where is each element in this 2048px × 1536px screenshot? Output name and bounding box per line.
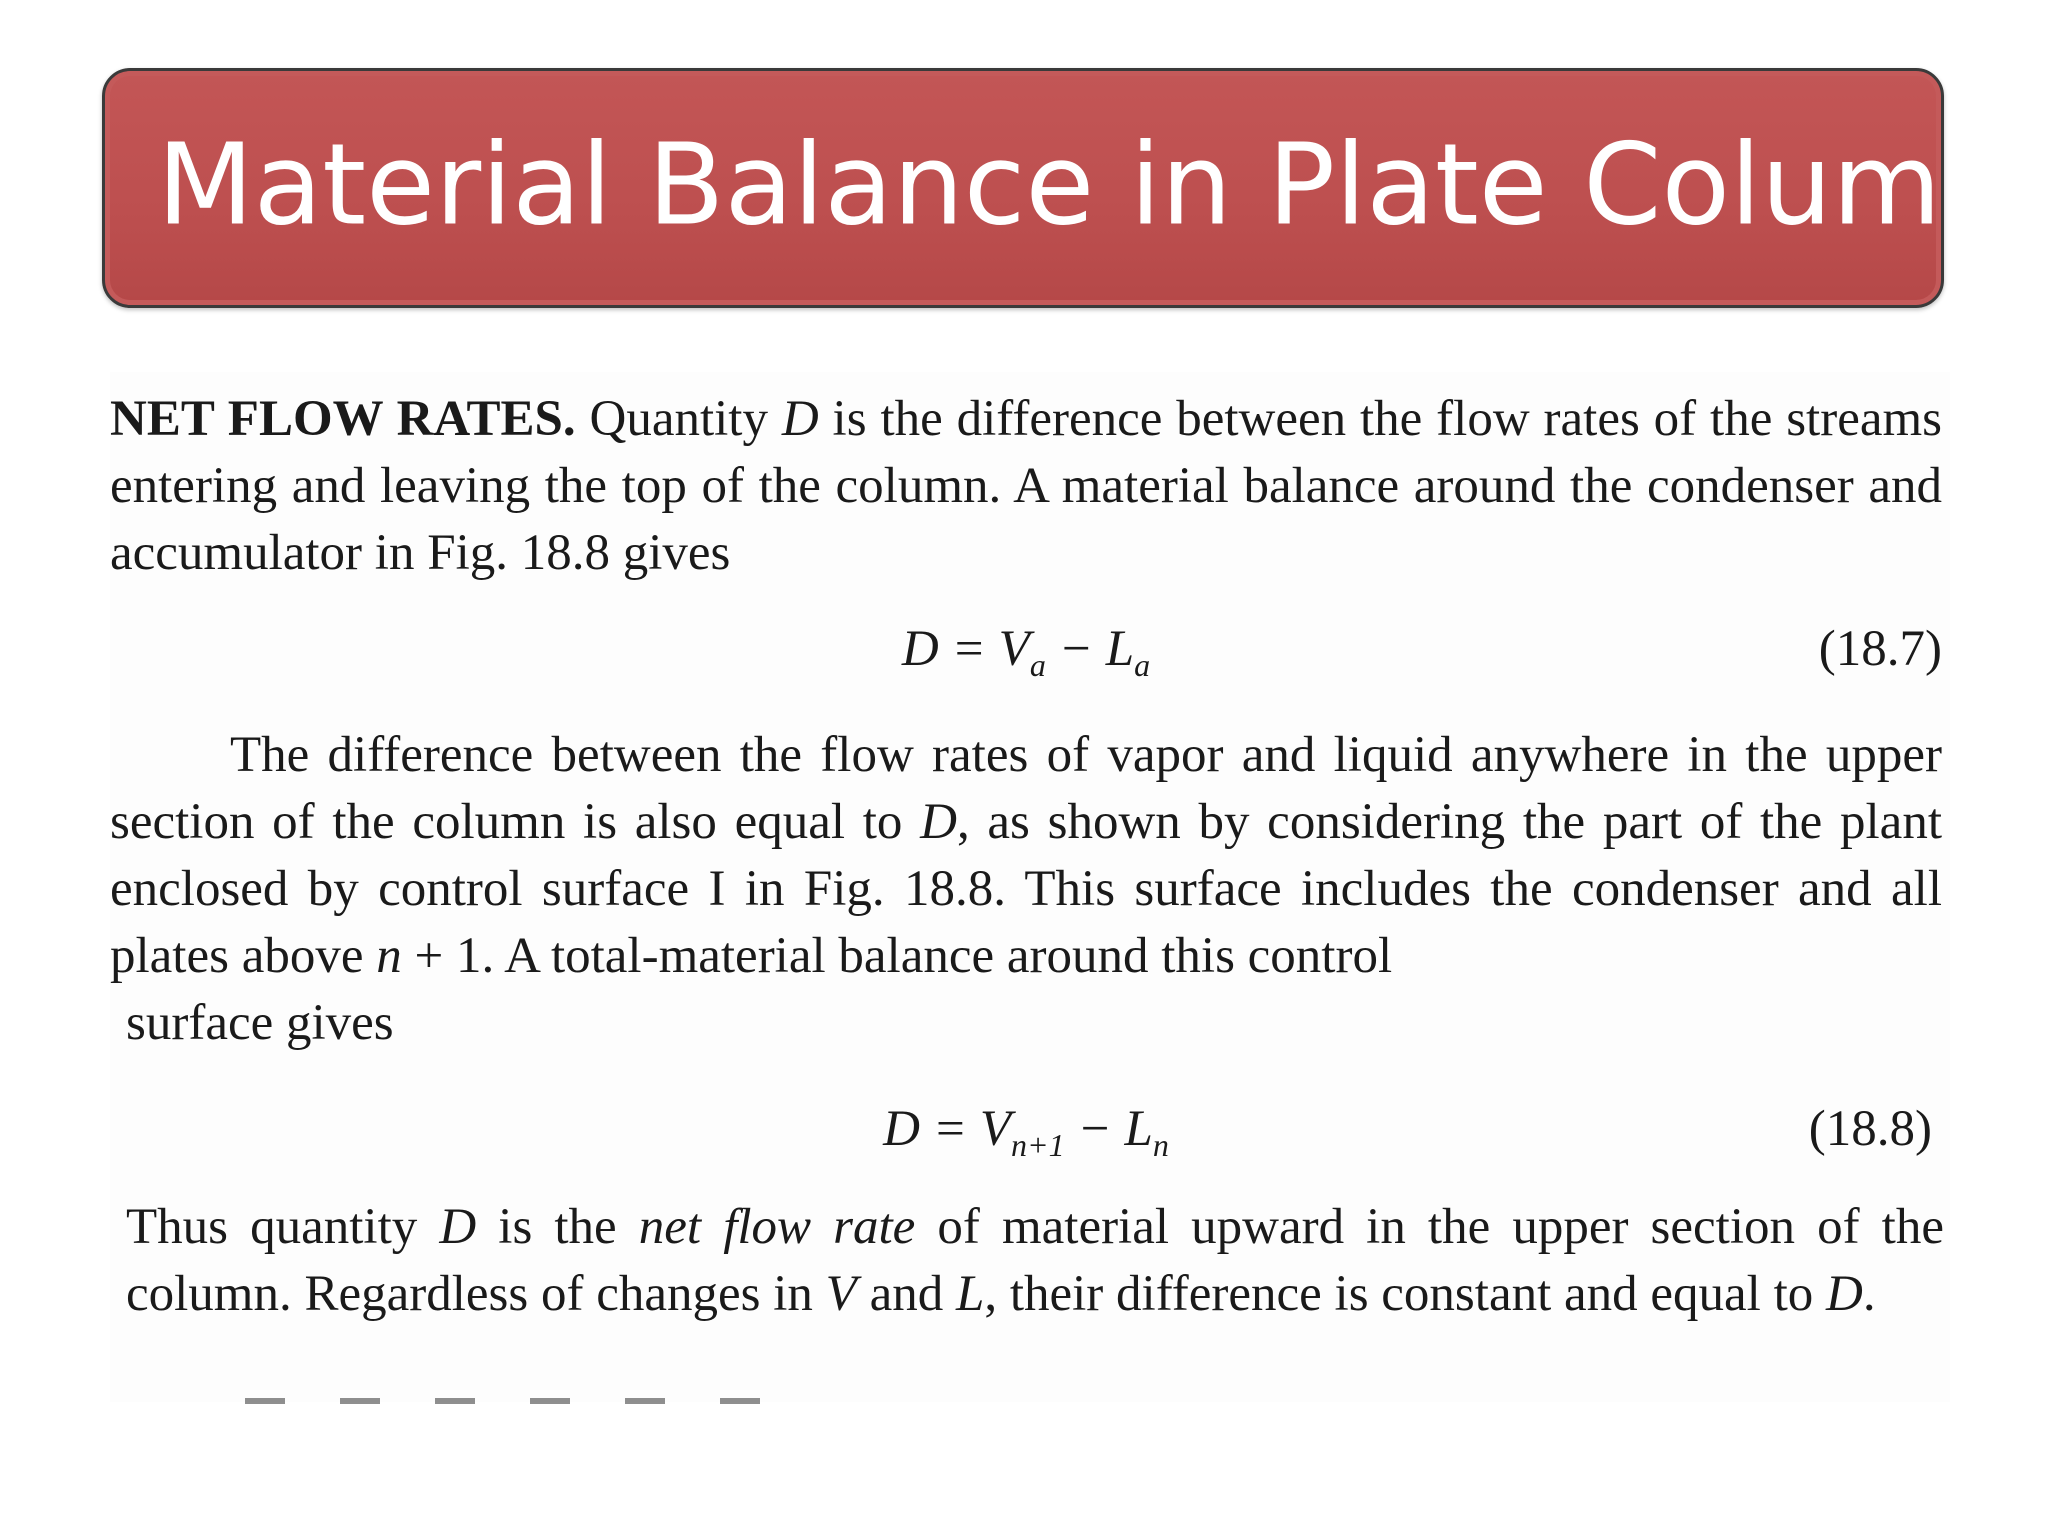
section-heading: NET FLOW RATES. (110, 391, 576, 447)
equation-number: (18.8) (1808, 1101, 1932, 1157)
slide-title: Material Balance in Plate Column (157, 120, 2013, 251)
equation-expression: $D = V_{n+1} - L_n$ (883, 1101, 1169, 1164)
scanned-text-excerpt (110, 372, 1950, 1402)
slide-title-box (102, 68, 2013, 308)
equation-18-8 (110, 1100, 1942, 1170)
cropped-text-remnant (245, 1398, 805, 1404)
paragraph-net-flow-rates: NET FLOW RATES. Quantity D is the difference between the flow rates of the streams entering and leaving the top of the column. A material balance around the condenser and accumulator in Fig. 18.8 gives (110, 391, 1942, 581)
equation-18-7 (110, 620, 1942, 690)
paragraph-net-flow-conclusion: Thus quantity D is the net flow rate of material upward in the upper section of the column. Regardless of changes in V and L, their difference is constant and equal to D. (126, 1199, 1944, 1322)
paragraph-upper-section: The difference between the flow rates of vapor and liquid anywhere in the upper section of the column is also equal to D, as shown by considering the part of the plant enclosed by control surface I in Fig. 18.8. This surface includes the condenser and all plates above n + 1. A total-material balance around this control surface gives (110, 727, 1942, 1051)
equation-number: (18.7) (1818, 621, 1942, 677)
equation-expression: $D = V_a - L_a$ (901, 621, 1151, 684)
